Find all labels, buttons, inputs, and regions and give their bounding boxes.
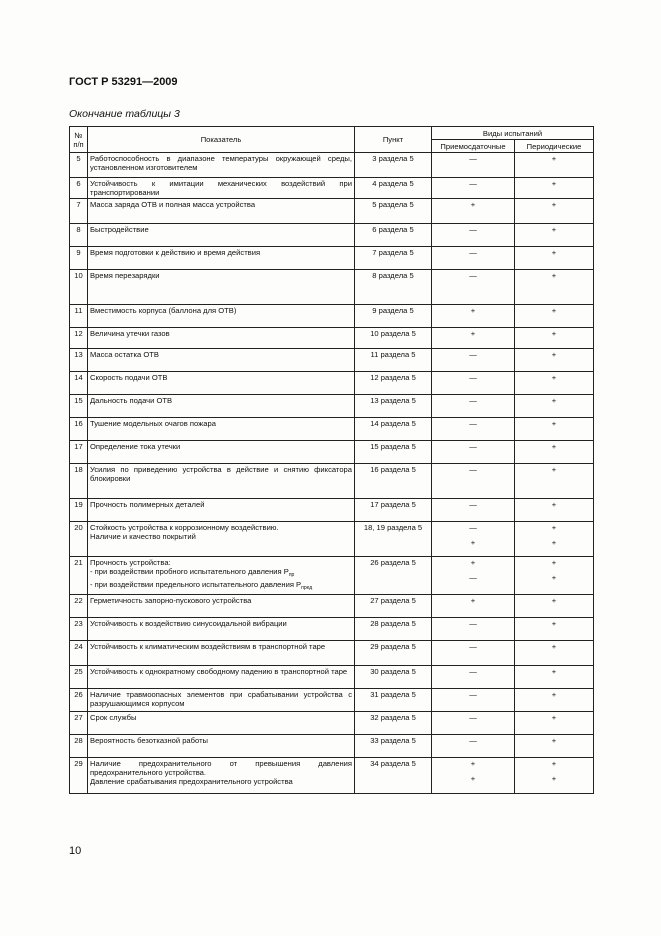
acceptance-mark: —: [432, 441, 515, 464]
periodic-mark-line: +: [551, 573, 557, 582]
row-number: 18: [70, 464, 88, 499]
row-number: 28: [70, 735, 88, 758]
row-indicator: Определение тока утечки: [88, 441, 355, 464]
acceptance-mark-line: +: [470, 558, 476, 567]
periodic-mark: +: [515, 199, 594, 224]
acceptance-mark: —: [432, 618, 515, 641]
row-number: 8: [70, 224, 88, 247]
row-number: 6: [70, 178, 88, 199]
row-clause: 14 раздела 5: [355, 418, 432, 441]
row-indicator: Устойчивость к имитации механических воздействий при транспортировании: [88, 178, 355, 199]
row-indicator: Герметичность запорно-пускового устройства: [88, 595, 355, 618]
row-number: 13: [70, 349, 88, 372]
row-indicator: Время перезарядки: [88, 270, 355, 305]
row-clause: 16 раздела 5: [355, 464, 432, 499]
indicator-text: - при воздействии пробного испытательного давления P: [90, 567, 289, 576]
row-indicator: Быстродействие: [88, 224, 355, 247]
periodic-mark: +: [515, 595, 594, 618]
row-indicator: Устойчивость к воздействию синусоидальной вибрации: [88, 618, 355, 641]
periodic-mark: +: [515, 270, 594, 305]
periodic-mark: [515, 557, 594, 595]
row-number: 14: [70, 372, 88, 395]
acceptance-mark: —: [432, 499, 515, 522]
row-indicator: Время подготовки к действию и время действия: [88, 247, 355, 270]
test-table: [69, 126, 594, 794]
table-row: [70, 349, 594, 372]
row-number: 9: [70, 247, 88, 270]
table-row: [70, 499, 594, 522]
row-number: 24: [70, 641, 88, 666]
row-number: 12: [70, 328, 88, 349]
acceptance-mark: [432, 522, 515, 557]
indicator-line: Давление срабатывания предохранительного устройства: [90, 777, 293, 786]
periodic-mark: +: [515, 395, 594, 418]
periodic-mark: +: [515, 499, 594, 522]
header-num: № п/п: [70, 127, 88, 153]
acceptance-mark: —: [432, 689, 515, 712]
row-indicator: Скорость подачи ОТВ: [88, 372, 355, 395]
periodic-mark: [515, 758, 594, 794]
table-row: [70, 247, 594, 270]
periodic-mark: +: [515, 689, 594, 712]
row-clause: 27 раздела 5: [355, 595, 432, 618]
standard-title: ГОСТ Р 53291—2009: [69, 76, 178, 88]
acceptance-mark: —: [432, 224, 515, 247]
table-row: [70, 395, 594, 418]
acceptance-mark: +: [432, 328, 515, 349]
indicator-line: Стойкость устройства к коррозионному воздействию.: [90, 523, 279, 532]
header-indicator: Показатель: [88, 127, 355, 153]
indicator-line: [90, 567, 352, 580]
row-indicator: [88, 557, 355, 595]
row-indicator: Масса заряда ОТВ и полная масса устройства: [88, 199, 355, 224]
acceptance-mark: —: [432, 178, 515, 199]
periodic-mark-line: +: [551, 558, 557, 567]
row-clause: 34 раздела 5: [355, 758, 432, 794]
periodic-mark-line: +: [551, 523, 557, 532]
periodic-mark: +: [515, 618, 594, 641]
row-clause: 3 раздела 5: [355, 153, 432, 178]
row-indicator: Работоспособность в диапазоне температуры окружающей среды, установленном изготовителем: [88, 153, 355, 178]
acceptance-mark: +: [432, 199, 515, 224]
table-row: [70, 712, 594, 735]
row-indicator: Масса остатка ОТВ: [88, 349, 355, 372]
acceptance-mark: —: [432, 712, 515, 735]
table-row: [70, 735, 594, 758]
header-acceptance: Приемосдаточные: [432, 140, 515, 153]
periodic-mark-line: +: [551, 538, 557, 547]
periodic-mark: +: [515, 641, 594, 666]
table-row: [70, 689, 594, 712]
table-row: [70, 441, 594, 464]
periodic-mark: +: [515, 247, 594, 270]
row-indicator: [88, 522, 355, 557]
row-indicator: Устойчивость к однократному свободному падению в транспортной таре: [88, 666, 355, 689]
row-clause: 13 раздела 5: [355, 395, 432, 418]
periodic-mark: +: [515, 372, 594, 395]
acceptance-mark: —: [432, 418, 515, 441]
header-clause: Пункт: [355, 127, 432, 153]
row-clause: 7 раздела 5: [355, 247, 432, 270]
acceptance-mark-line: +: [470, 759, 476, 768]
periodic-mark: +: [515, 441, 594, 464]
row-number: 26: [70, 689, 88, 712]
table-row: [70, 153, 594, 178]
row-clause: 12 раздела 5: [355, 372, 432, 395]
acceptance-mark-line: —: [469, 573, 477, 582]
acceptance-mark: —: [432, 666, 515, 689]
table-row: [70, 270, 594, 305]
row-clause: 32 раздела 5: [355, 712, 432, 735]
periodic-mark: +: [515, 712, 594, 735]
table-row: [70, 224, 594, 247]
periodic-mark: +: [515, 328, 594, 349]
table-row: [70, 595, 594, 618]
row-number: 23: [70, 618, 88, 641]
pressure-subscript: пред: [301, 585, 313, 591]
periodic-mark: +: [515, 305, 594, 328]
table-row: [70, 666, 594, 689]
acceptance-mark: —: [432, 247, 515, 270]
table-row: [70, 199, 594, 224]
row-indicator: Наличие травмоопасных элементов при срабатывании устройства с разрушающимся корпусом: [88, 689, 355, 712]
table-row: [70, 618, 594, 641]
row-number: 21: [70, 557, 88, 595]
pressure-subscript: пр: [288, 572, 295, 578]
row-number: 22: [70, 595, 88, 618]
row-clause: 31 раздела 5: [355, 689, 432, 712]
periodic-mark-line: +: [551, 759, 557, 768]
row-indicator: Тушение модельных очагов пожара: [88, 418, 355, 441]
acceptance-mark: —: [432, 372, 515, 395]
periodic-mark: +: [515, 224, 594, 247]
row-clause: 10 раздела 5: [355, 328, 432, 349]
acceptance-mark: —: [432, 641, 515, 666]
header-test-types: Виды испытаний: [432, 127, 594, 140]
row-indicator: Вместимость корпуса (баллона для ОТВ): [88, 305, 355, 328]
row-clause: 26 раздела 5: [355, 557, 432, 595]
acceptance-mark: +: [432, 305, 515, 328]
row-clause: 29 раздела 5: [355, 641, 432, 666]
row-indicator: Прочность полимерных деталей: [88, 499, 355, 522]
row-clause: 11 раздела 5: [355, 349, 432, 372]
row-number: 11: [70, 305, 88, 328]
indicator-line: [90, 580, 352, 593]
periodic-mark: +: [515, 349, 594, 372]
indicator-text: - при воздействии предельного испытательного давления P: [90, 580, 302, 589]
table-row: [70, 418, 594, 441]
indicator-line: Наличие предохранительного от превышения давления предохранительного устройства.: [90, 759, 352, 777]
row-clause: 4 раздела 5: [355, 178, 432, 199]
row-clause: 30 раздела 5: [355, 666, 432, 689]
row-number: 25: [70, 666, 88, 689]
acceptance-mark: [432, 758, 515, 794]
row-indicator: Устойчивость к климатическим воздействиям в транспортной таре: [88, 641, 355, 666]
row-indicator: Усилия по приведению устройства в действие и снятию фиксатора блокировки: [88, 464, 355, 499]
periodic-mark-line: +: [551, 774, 557, 783]
periodic-mark: +: [515, 178, 594, 199]
row-number: 15: [70, 395, 88, 418]
table-row: [70, 557, 594, 595]
row-number: 10: [70, 270, 88, 305]
periodic-mark: +: [515, 418, 594, 441]
table-row: [70, 178, 594, 199]
acceptance-mark: —: [432, 735, 515, 758]
row-clause: 18, 19 раздела 5: [355, 522, 432, 557]
row-indicator: Дальность подачи ОТВ: [88, 395, 355, 418]
row-number: 16: [70, 418, 88, 441]
row-indicator: Величина утечки газов: [88, 328, 355, 349]
page-number: 10: [69, 845, 82, 857]
table-caption: Окончание таблицы 3: [69, 108, 180, 120]
acceptance-mark: —: [432, 464, 515, 499]
row-clause: 15 раздела 5: [355, 441, 432, 464]
acceptance-mark-line: +: [470, 538, 476, 547]
acceptance-mark: +: [432, 595, 515, 618]
row-clause: 6 раздела 5: [355, 224, 432, 247]
periodic-mark: [515, 522, 594, 557]
table-row: [70, 305, 594, 328]
row-clause: 9 раздела 5: [355, 305, 432, 328]
table-row: [70, 328, 594, 349]
row-clause: 8 раздела 5: [355, 270, 432, 305]
row-indicator: [88, 758, 355, 794]
table-row: [70, 372, 594, 395]
acceptance-mark: [432, 557, 515, 595]
row-number: 19: [70, 499, 88, 522]
periodic-mark: +: [515, 666, 594, 689]
acceptance-mark: —: [432, 349, 515, 372]
acceptance-mark: —: [432, 395, 515, 418]
table-row: [70, 641, 594, 666]
row-number: 27: [70, 712, 88, 735]
row-number: 7: [70, 199, 88, 224]
acceptance-mark: —: [432, 153, 515, 178]
row-number: 5: [70, 153, 88, 178]
row-indicator: Вероятность безотказной работы: [88, 735, 355, 758]
periodic-mark: +: [515, 153, 594, 178]
row-clause: 17 раздела 5: [355, 499, 432, 522]
row-clause: 5 раздела 5: [355, 199, 432, 224]
indicator-line: Наличие и качество покрытий: [90, 532, 196, 541]
acceptance-mark: —: [432, 270, 515, 305]
indicator-line: Прочность устройства:: [90, 558, 171, 567]
periodic-mark: +: [515, 464, 594, 499]
table-row: [70, 522, 594, 557]
row-indicator: Срок службы: [88, 712, 355, 735]
header-periodic: Периодические: [515, 140, 594, 153]
table-row: [70, 758, 594, 794]
row-number: 29: [70, 758, 88, 794]
row-number: 17: [70, 441, 88, 464]
row-clause: 33 раздела 5: [355, 735, 432, 758]
row-number: 20: [70, 522, 88, 557]
acceptance-mark-line: +: [470, 774, 476, 783]
acceptance-mark-line: —: [469, 523, 477, 532]
periodic-mark: +: [515, 735, 594, 758]
row-clause: 28 раздела 5: [355, 618, 432, 641]
table-row: [70, 464, 594, 499]
